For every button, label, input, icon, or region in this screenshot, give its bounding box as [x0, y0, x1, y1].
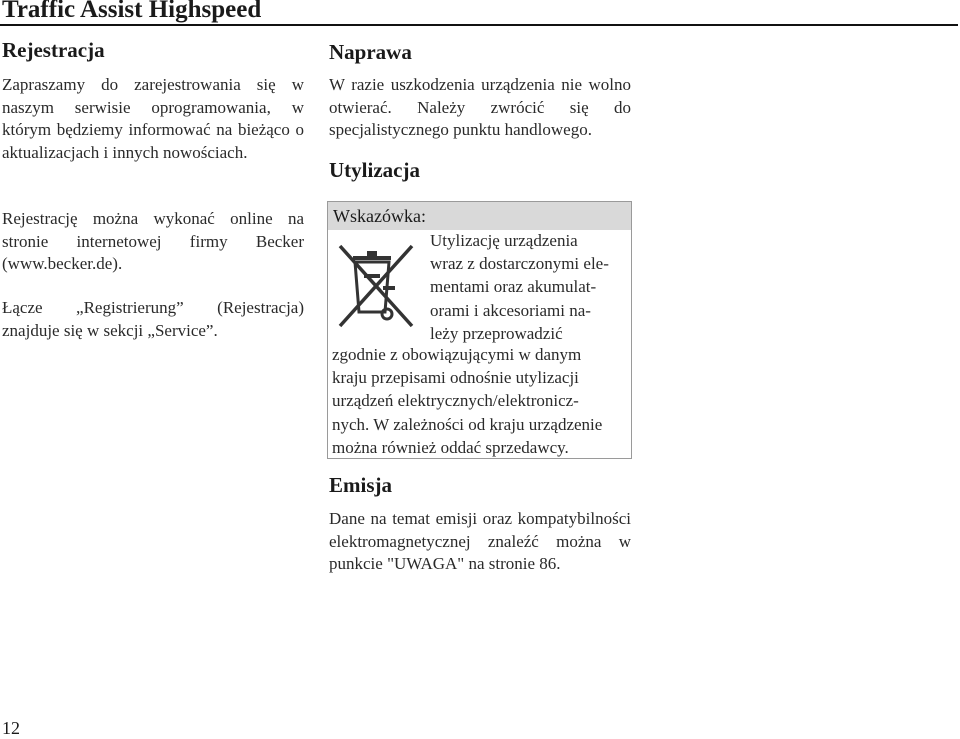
note-line: kraju przepisami odnośnie utylizacji [332, 368, 579, 388]
note-line: można również oddać sprzedawcy. [332, 437, 569, 457]
note-header [328, 202, 631, 230]
crossed-out-wheeled-bin-icon [336, 242, 416, 334]
section-heading-rejestracja: Rejestracja [2, 38, 105, 62]
note-line: Utylizację urządzenia [430, 231, 578, 250]
section-heading-naprawa: Naprawa [329, 40, 412, 64]
page-number: 12 [2, 718, 20, 738]
note-line: urządzeń elektrycznych/elektronicz- [332, 391, 579, 411]
note-line: nych. W zależności od kraju urządzenie [332, 414, 603, 434]
note-text-full [332, 343, 628, 459]
section-heading-emisja: Emisja [329, 473, 392, 497]
note-label: Wskazówka: [333, 206, 426, 226]
paragraph-repair: W razie uszkodzenia urządzenia nie wolno otwierać. Należy zwrócić się do specjalistycznego punktu handlowego. [329, 75, 631, 139]
note-line: zgodnie z obowiązującymi w danym [332, 345, 582, 364]
page-title: Traffic Assist Highspeed [2, 0, 262, 23]
paragraph-emission: Dane na temat emisji oraz kompatybilności elektromagnetycznej znaleźć można w punkcie "UWAGA" na stronie 86. [329, 509, 631, 573]
note-line: leży przeprowadzić [430, 323, 563, 343]
note-box [327, 201, 632, 459]
paragraph-registration-intro: Zapraszamy do zarejestrowania się w naszym serwisie oprogramowania, w którym będziemy informować na bieżąco o aktualizacjach i innych nowościach. [2, 75, 304, 162]
paragraph-registration-link: Łącze „Registrierung” (Rejestracja) znajduje się w sekcji „Service”. [2, 298, 304, 340]
note-line: wraz z dostarczonymi ele- [430, 254, 609, 274]
note-line: mentami oraz akumulat- [430, 277, 597, 297]
note-line: orami i akcesoriami na- [430, 300, 591, 320]
section-heading-utylizacja: Utylizacja [329, 158, 420, 182]
page-header [0, 0, 958, 26]
paragraph-registration-online: Rejestrację można wykonać online na stronie internetowej firmy Becker (www.becker.de). [2, 209, 304, 273]
note-text-wrapped [430, 229, 625, 345]
